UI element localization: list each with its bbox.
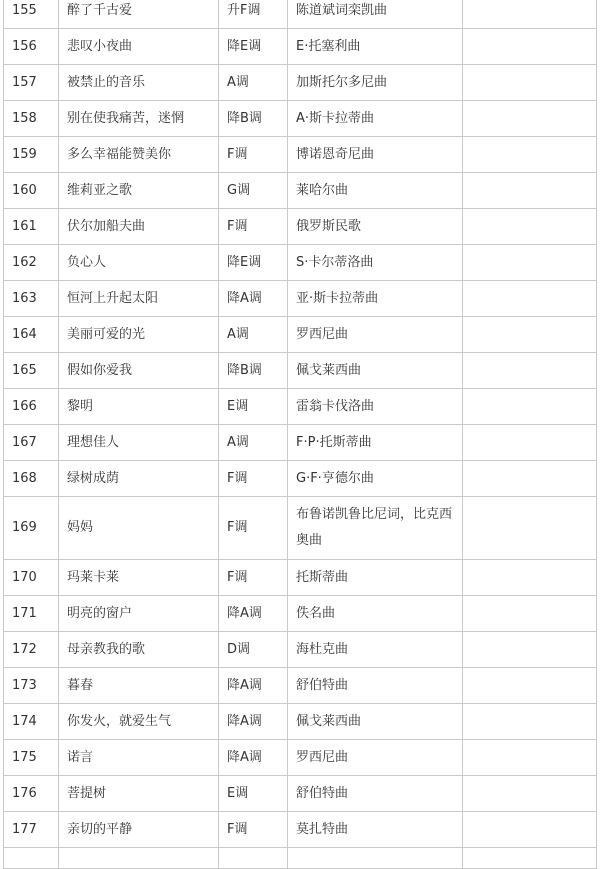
song-table-body xyxy=(4,0,597,869)
song-key-cell: 降A调 xyxy=(219,704,288,740)
table-row xyxy=(4,668,597,704)
song-composer-cell: 托斯蒂曲 xyxy=(288,560,463,596)
song-key-cell: A调 xyxy=(219,425,288,461)
song-title-cell: 玛莱卡莱 xyxy=(59,560,219,596)
song-title-cell: 暮春 xyxy=(59,668,219,704)
song-title-cell: 黎明 xyxy=(59,389,219,425)
song-key-cell: 降B调 xyxy=(219,101,288,137)
song-key-cell: F调 xyxy=(219,812,288,848)
song-composer-cell: 陈道斌词栾凯曲 xyxy=(288,0,463,29)
song-number-cell: 175 xyxy=(4,740,59,776)
song-note-cell xyxy=(463,560,597,596)
song-note-cell xyxy=(463,137,597,173)
song-number-cell: 160 xyxy=(4,173,59,209)
song-title-cell: 美丽可爱的光 xyxy=(59,317,219,353)
song-number-cell: 177 xyxy=(4,812,59,848)
song-note-cell xyxy=(463,497,597,560)
song-number-cell: 162 xyxy=(4,245,59,281)
song-number-cell: 158 xyxy=(4,101,59,137)
song-note-cell xyxy=(463,65,597,101)
table-row xyxy=(4,560,597,596)
song-composer-cell: 罗西尼曲 xyxy=(288,317,463,353)
song-number-cell: 168 xyxy=(4,461,59,497)
song-composer-cell: E·托塞利曲 xyxy=(288,29,463,65)
song-number-cell: 172 xyxy=(4,632,59,668)
table-row xyxy=(4,596,597,632)
song-note-cell xyxy=(463,740,597,776)
table-row xyxy=(4,317,597,353)
song-number-cell: 156 xyxy=(4,29,59,65)
song-title-cell: 妈妈 xyxy=(59,497,219,560)
song-note-cell xyxy=(463,101,597,137)
song-title-cell: 负心人 xyxy=(59,245,219,281)
song-number-cell: 165 xyxy=(4,353,59,389)
song-composer-cell: 雷翁卡伐洛曲 xyxy=(288,389,463,425)
song-key-cell: F调 xyxy=(219,461,288,497)
song-composer-cell: 佩戈莱西曲 xyxy=(288,353,463,389)
song-composer-cell: 布鲁诺凯鲁比尼词，比克西奥曲 xyxy=(288,497,463,560)
song-key-cell: F调 xyxy=(219,560,288,596)
song-note-cell xyxy=(463,461,597,497)
song-number-cell: 173 xyxy=(4,668,59,704)
song-note-cell xyxy=(463,245,597,281)
song-title-cell: 菩提树 xyxy=(59,776,219,812)
song-key-cell: A调 xyxy=(219,65,288,101)
table-row xyxy=(4,740,597,776)
song-key-cell: E调 xyxy=(219,776,288,812)
table-row xyxy=(4,353,597,389)
song-key-cell: F调 xyxy=(219,137,288,173)
table-row xyxy=(4,137,597,173)
table-row xyxy=(4,776,597,812)
table-row xyxy=(4,389,597,425)
song-number-cell: 155 xyxy=(4,0,59,29)
empty-cell xyxy=(219,848,288,869)
table-row xyxy=(4,497,597,560)
song-note-cell xyxy=(463,596,597,632)
song-title-cell: 维莉亚之歌 xyxy=(59,173,219,209)
song-key-cell: G调 xyxy=(219,173,288,209)
song-note-cell xyxy=(463,0,597,29)
empty-cell xyxy=(4,848,59,869)
song-note-cell xyxy=(463,704,597,740)
song-title-cell: 悲叹小夜曲 xyxy=(59,29,219,65)
song-note-cell xyxy=(463,173,597,209)
table-row xyxy=(4,704,597,740)
song-composer-cell: S·卡尔蒂洛曲 xyxy=(288,245,463,281)
song-composer-cell: 舒伯特曲 xyxy=(288,776,463,812)
song-number-cell: 171 xyxy=(4,596,59,632)
song-note-cell xyxy=(463,281,597,317)
table-row xyxy=(4,65,597,101)
song-composer-cell: 佚名曲 xyxy=(288,596,463,632)
song-note-cell xyxy=(463,776,597,812)
song-title-cell: 别在使我痛苦，迷惘 xyxy=(59,101,219,137)
song-key-cell: 降A调 xyxy=(219,596,288,632)
song-note-cell xyxy=(463,317,597,353)
song-key-cell: 降E调 xyxy=(219,29,288,65)
song-title-cell: 你发火，就爱生气 xyxy=(59,704,219,740)
song-number-cell: 164 xyxy=(4,317,59,353)
table-row xyxy=(4,812,597,848)
song-number-cell: 161 xyxy=(4,209,59,245)
song-composer-cell: 海杜克曲 xyxy=(288,632,463,668)
table-row xyxy=(4,29,597,65)
song-composer-cell: 加斯托尔多尼曲 xyxy=(288,65,463,101)
song-number-cell: 157 xyxy=(4,65,59,101)
song-key-cell: D调 xyxy=(219,632,288,668)
song-title-cell: 伏尔加船夫曲 xyxy=(59,209,219,245)
song-title-cell: 醉了千古爱 xyxy=(59,0,219,29)
song-composer-cell: A·斯卡拉蒂曲 xyxy=(288,101,463,137)
table-row xyxy=(4,281,597,317)
song-number-cell: 170 xyxy=(4,560,59,596)
song-note-cell xyxy=(463,632,597,668)
song-table xyxy=(3,0,597,869)
table-row xyxy=(4,0,597,29)
song-key-cell: 降A调 xyxy=(219,281,288,317)
song-note-cell xyxy=(463,389,597,425)
song-key-cell: E调 xyxy=(219,389,288,425)
table-row xyxy=(4,632,597,668)
song-note-cell xyxy=(463,812,597,848)
song-key-cell: 降A调 xyxy=(219,668,288,704)
song-number-cell: 169 xyxy=(4,497,59,560)
table-row xyxy=(4,425,597,461)
song-composer-cell: 舒伯特曲 xyxy=(288,668,463,704)
song-composer-cell: 佩戈莱西曲 xyxy=(288,704,463,740)
song-title-cell: 理想佳人 xyxy=(59,425,219,461)
song-composer-cell: 莫扎特曲 xyxy=(288,812,463,848)
song-key-cell: 降B调 xyxy=(219,353,288,389)
song-composer-cell: 亚·斯卡拉蒂曲 xyxy=(288,281,463,317)
song-composer-cell: F·P·托斯蒂曲 xyxy=(288,425,463,461)
table-row xyxy=(4,461,597,497)
song-composer-cell: G·F·亨德尔曲 xyxy=(288,461,463,497)
song-number-cell: 163 xyxy=(4,281,59,317)
song-composer-cell: 莱哈尔曲 xyxy=(288,173,463,209)
song-number-cell: 167 xyxy=(4,425,59,461)
song-number-cell: 166 xyxy=(4,389,59,425)
song-note-cell xyxy=(463,425,597,461)
song-title-cell: 假如你爱我 xyxy=(59,353,219,389)
table-row xyxy=(4,209,597,245)
song-title-cell: 诺言 xyxy=(59,740,219,776)
song-number-cell: 176 xyxy=(4,776,59,812)
song-title-cell: 绿树成荫 xyxy=(59,461,219,497)
song-title-cell: 明亮的窗户 xyxy=(59,596,219,632)
table-row xyxy=(4,245,597,281)
empty-cell xyxy=(59,848,219,869)
table-row xyxy=(4,101,597,137)
song-composer-cell: 俄罗斯民歌 xyxy=(288,209,463,245)
song-key-cell: 降E调 xyxy=(219,245,288,281)
song-composer-cell: 罗西尼曲 xyxy=(288,740,463,776)
song-note-cell xyxy=(463,353,597,389)
song-note-cell xyxy=(463,668,597,704)
table-row xyxy=(4,173,597,209)
empty-cell xyxy=(288,848,463,869)
song-title-cell: 恒河上升起太阳 xyxy=(59,281,219,317)
song-key-cell: 降A调 xyxy=(219,740,288,776)
table-row-partial xyxy=(4,848,597,869)
song-title-cell: 亲切的平静 xyxy=(59,812,219,848)
song-title-cell: 多么幸福能赞美你 xyxy=(59,137,219,173)
song-note-cell xyxy=(463,29,597,65)
song-key-cell: 升F调 xyxy=(219,0,288,29)
empty-cell xyxy=(463,848,597,869)
song-title-cell: 被禁止的音乐 xyxy=(59,65,219,101)
song-key-cell: F调 xyxy=(219,497,288,560)
song-key-cell: A调 xyxy=(219,317,288,353)
song-composer-cell: 博诺恩奇尼曲 xyxy=(288,137,463,173)
song-note-cell xyxy=(463,209,597,245)
song-title-cell: 母亲教我的歌 xyxy=(59,632,219,668)
song-number-cell: 159 xyxy=(4,137,59,173)
song-number-cell: 174 xyxy=(4,704,59,740)
song-key-cell: F调 xyxy=(219,209,288,245)
